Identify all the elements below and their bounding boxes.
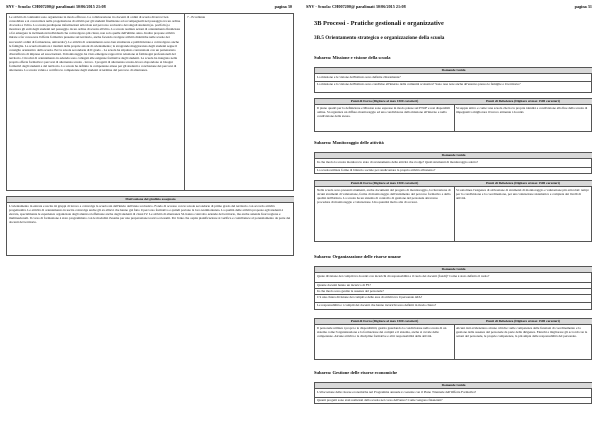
pf-table-monitoraggio (314, 180, 592, 242)
guide-table-risorse-economiche (314, 382, 592, 404)
motivation-title: Motivazione del giudizio assegnato (7, 197, 294, 203)
subsection-title: 3B.5 Orientamento strategico e organizzazione della scuola (314, 35, 445, 41)
guide-table-missione (314, 67, 592, 93)
strengths-text: Il piano quadri per la definizione e Mission sono espresse in modo palese sul PTOF e resi disponibili online. Si organizza un diffuso monitoraggio ed una condivisione della missione all'interno e nella condivisione della stessa. (317, 106, 450, 119)
page-header-left: SNV - Scuola: CH007200@ paralimati 30/06/2015 21:08 (6, 4, 106, 9)
guide-question: In che modo sono gestite le assenze del personale? (317, 289, 384, 293)
rubric-score: 7 - Eccellente (187, 15, 206, 19)
section-title: 3B Processi - Pratiche gestionali e organizzative (314, 20, 444, 27)
pf-table-risorse-umane (314, 318, 592, 360)
page-header-left: SNV - Scuola: CH007200@ paralimati 30/06/2015 21:08 (306, 4, 406, 9)
weaknesses-text: Si sappia attivo e come: una scuola che ha la propria identità e condivisione alla fine della scuola di impegnativo migliorare il lavoro attinente i docenti. (456, 106, 588, 115)
strengths-text: Nella scuola sono presenti strumenti, anche documenti dal progetto di monitoraggio, la rilevazione di alcuni strumenti di valutazione, forme di monitoraggio dell'andamento del percorso formativo e della qualità dell'istituto. La scuola ha un sistema di controllo di gestione del personale attraverso procedure di monitoraggio e valutazione. Una quantità molto alta di accessi. (317, 188, 451, 205)
guide-question: La missione e le visione dell'istituto sono definite chiaramente? (317, 75, 401, 79)
subarea-missione: Subarea: Missione e visione della scuola (314, 55, 391, 60)
guide-question: In che modo la scuola monitora lo stato di avanzamento delle attività che svolge? Quali strumenti di monitoraggio adotta? (317, 160, 478, 164)
weaknesses-label: Punti di Debolezza (Digitare al max 1500 caratteri) (454, 181, 592, 187)
guide-table-risorse-umane (314, 266, 592, 310)
strengths-label: Punti di Forza (Digitare al max 1500 caratteri) (315, 181, 454, 187)
subarea-risorse-umane: Subarea: Organizzazione delle risorse umane (314, 254, 401, 259)
guide-label: Domande Guida (315, 383, 592, 389)
rubric-table (6, 13, 294, 191)
subarea-monitoraggio: Subarea: Monitoraggio delle attività (314, 140, 384, 145)
pf-table-missione (314, 98, 592, 132)
page-31 (300, 0, 600, 424)
guide-question: L'allocazione delle risorse economiche nel Programma annuale è coerente con il Piano Triennale dell'Offerta Formativa? (317, 390, 477, 394)
guide-table-monitoraggio (314, 152, 592, 174)
strengths-label: Punti di Forza (Digitare al max 1500 caratteri) (315, 99, 454, 105)
guide-question: Quante docenti hanno un incarico di FS? (317, 283, 371, 287)
guide-question: Le responsabilità e i compiti dei docenti che hanno incarichi sono definiti in modo chiaro? (317, 303, 437, 307)
weaknesses-text: Alcuni dati evidenziano alcune critiche: sulle competenze delle funzioni di coordinamento e la gestione delle assenze del personale da parte della dirigenza. Elenchi e migliorare gli accordi con le azioni del personale, le proprie competenze, la più ampia delle responsabilità del personale. (456, 326, 588, 339)
page-number: pagina 31 (574, 4, 592, 9)
guide-question: Quale divisione dei compiti tra docenti con incarichi di responsabilità e il ruolo dei docenti (fondi)? Come è stato definito il ruolo? (317, 274, 490, 278)
page-number: pagina 30 (274, 4, 292, 9)
strengths-text: Il personale utilizza i propri e le disponibilità; gestita guardando la condivisione nella scuola di un sistema come l'organizzazione e la formazione dei compiti e il sistema, anche si avvale delle competenze. Alcune attività e le discipline formative e altri responsabilità delle attività. (317, 326, 447, 339)
guide-label: Domande Guida (315, 68, 592, 74)
subarea-risorse-economiche: Subarea: Gestione delle risorse economiche (314, 370, 398, 375)
guide-label: Domande Guida (315, 267, 592, 273)
strengths-label: Punti di Forza (Digitare al max 1500 caratteri) (315, 319, 454, 325)
motivation-table (6, 196, 294, 256)
motivation-text: L'orientamento in entrata e uscita dà gruppi di lavoro e coinvolge la scuola sin dall'inizio dell'anno scolastico. Fondo di accesso con le scuole secondarie di primo grado del territorio con accordo attività progettualità. Le attività di orientamento in uscita coinvolge anche gli ex allievi che hanno già fatto il percorso formativo e quindi portano la loro testimonianza. La qualità delle attività proposte agli studenti è elevata, specialmente le esperienze organizzate dagli alunni ed effettuate anche degli studenti di classi IV. Le attività di alternanza SL hanno coinvolto aziende del territorio, ma anche aziende fuori regione e multinazionali. Il corso di formazione è stato programmato con le modalità d'esame per una preparazione teorica ed esami. Per l'ente che ospita pianificazione si verifica e contribuisce al potenziamento da parte dei docenti del territorio. (9, 204, 291, 225)
guide-question: C'è una chiara divisione dei compiti e delle aree di attività tra il personale ATA? (317, 295, 423, 299)
guide-question: La scuola utilizza forme di bilancio sociale per rendicontare la propria attività all'esterno? (317, 168, 436, 172)
weaknesses-label: Punti di Debolezza (Digitare al max 1500 caratteri) (454, 99, 592, 105)
guide-question: Quanti progetti sono stati realizzati dalla scuola nel corso dell'anno? Come vengono finanziati? (317, 398, 443, 402)
guide-question: La missione e la visione dell'istituto sono condivise all'interno della comunità scolastica? Sono rese note anche all'esterno presso le famiglie e il territorio? (317, 82, 521, 86)
rubric-description: Le attività di continuità sono organizzate in modo efficace. La collaborazione tra docenti di ordini di scuola diversi è ben consolidata e si concretizza nella progettazione di attività per gli studenti finalizzate ad accompagnarli nel passaggio tra un ordine di scuola e l'altro. La scuola predispone informazioni articolate sul percorso scolastico dei singoli studenti (es. portfolio) e monitora gli esiti degli studenti nel passaggio da un ordine di scuola all'altro. La scuola realizza azioni di orientamento finalizzate a far emergere le inclinazioni individuali che coinvolgono più classi, non solo quelle dell'ultimo anno. Inoltre propone attività mirate a far conoscere l'offerta formativa presente sul territorio, anche facendo svolgere attività didattiche nelle scuole dei successivi ordini di formazione, universita'). Le attività di orientamento sono ben strutturate e pubblicizzate e coinvolgono anche le famiglie. La scuola monitora i risultati delle proprie azioni di orientamento; la stragrande maggioranza degli studenti segue il consiglio orientativo della scuola. Per la scuola secondaria di II grado - La scuola ha stipulato convenzioni con un partenariato diversificato di imprese ed associazioni. Il monitoraggio ha visto emergere rapporti in relazione ai fabbisogni professionali del territorio. I tirocini di orientamento in azienda sono collegati alle esigenze formative degli studenti. La scuola ha integrato nella propria offerta formativa i percorsi di alternanza scuola - lavoro. I progetti di alternanza scuola-lavoro rispondono ai bisogni formativi degli studenti e del territorio. La scuola ha definito le competenze attese per gli studenti a conclusione dei percorsi di alternanza. La scuola valuta e certifica le competenze degli studenti al termine del percorso di alternanza. (9, 15, 181, 73)
guide-label: Domande Guida (315, 153, 592, 159)
weaknesses-label: Punti di Debolezza (Digitare al max 1500 caratteri) (454, 319, 592, 325)
weaknesses-text: Si sottolinea l'esigenza di attivazione di strumenti di monitoraggio e valutazione più articolati: tempi per la condivisione e la coordinazione, per una valutazione sistematica e completa dei livelli di attività. (456, 188, 589, 201)
